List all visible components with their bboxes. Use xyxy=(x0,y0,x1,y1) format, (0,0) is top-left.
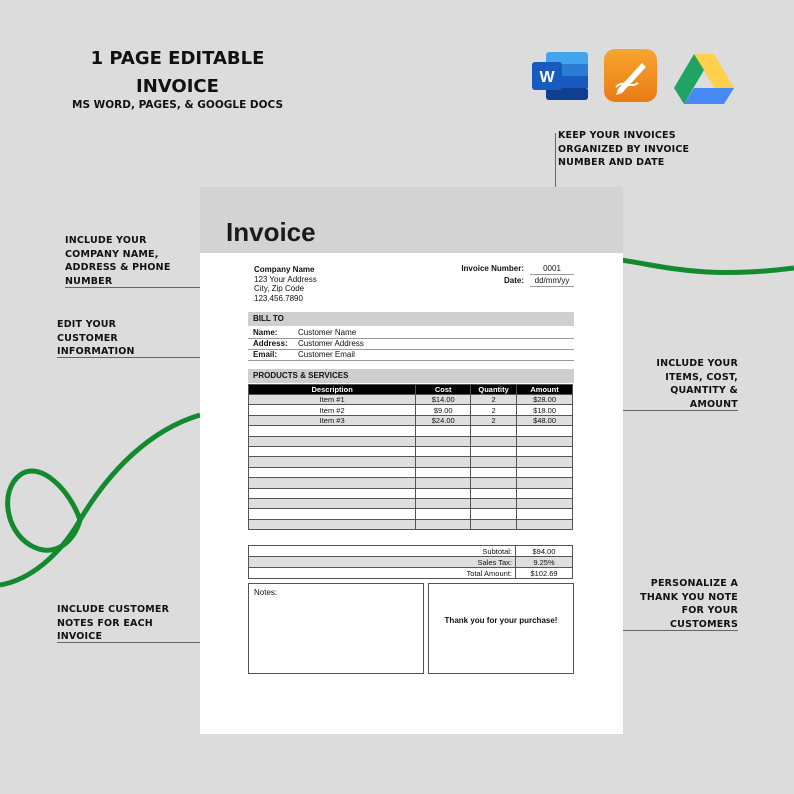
item-quantity[interactable] xyxy=(471,457,517,467)
bill-to-email-value[interactable]: Customer Email xyxy=(298,350,355,359)
table-row[interactable] xyxy=(249,446,573,456)
item-description[interactable]: Item #2 xyxy=(249,405,416,415)
items-table xyxy=(248,384,573,530)
item-quantity[interactable]: 2 xyxy=(471,415,517,425)
heading-line2: INVOICE xyxy=(136,76,219,97)
google-drive-icon xyxy=(674,54,734,106)
company-name: Company Name xyxy=(254,265,315,274)
table-row[interactable] xyxy=(249,478,573,488)
date-field[interactable]: dd/mm/yy xyxy=(530,276,574,287)
annotation-company: INCLUDE YOUR COMPANY NAME, ADDRESS & PHONE NUMBER xyxy=(65,235,171,287)
item-cost[interactable]: $24.00 xyxy=(416,415,471,425)
item-quantity[interactable] xyxy=(471,509,517,519)
item-amount[interactable] xyxy=(517,498,573,508)
pages-icon xyxy=(604,49,657,102)
item-description[interactable] xyxy=(249,478,416,488)
item-quantity[interactable] xyxy=(471,467,517,477)
bill-to-email-row[interactable] xyxy=(248,349,574,361)
item-description[interactable] xyxy=(249,426,416,436)
bill-to-name-label: Name: xyxy=(253,328,278,337)
heading-line1: 1 PAGE EDITABLE xyxy=(90,48,265,69)
item-cost[interactable]: $14.00 xyxy=(416,395,471,405)
col-amount: Amount xyxy=(517,385,573,395)
word-icon xyxy=(532,50,588,102)
table-row[interactable] xyxy=(249,467,573,477)
table-row[interactable] xyxy=(249,395,573,405)
item-amount[interactable] xyxy=(517,509,573,519)
annotation-items: INCLUDE YOUR ITEMS, COST, QUANTITY & AMOUNT xyxy=(656,358,738,410)
col-cost: Cost xyxy=(416,385,471,395)
item-amount[interactable] xyxy=(517,446,573,456)
item-description[interactable] xyxy=(249,488,416,498)
item-amount[interactable] xyxy=(517,488,573,498)
item-cost[interactable] xyxy=(416,509,471,519)
item-amount[interactable] xyxy=(517,457,573,467)
heading-subtitle: MS WORD, PAGES, & GOOGLE DOCS xyxy=(72,99,283,111)
total-label: Total Amount: xyxy=(466,569,512,578)
item-amount[interactable] xyxy=(517,478,573,488)
tax-row xyxy=(248,556,573,568)
table-row[interactable] xyxy=(249,405,573,415)
item-description[interactable] xyxy=(249,446,416,456)
decorative-curve-right xyxy=(620,240,794,300)
total-row xyxy=(248,567,573,579)
invoice-title: Invoice xyxy=(226,217,316,247)
item-cost[interactable] xyxy=(416,478,471,488)
item-cost[interactable] xyxy=(416,519,471,529)
decorative-curve-left xyxy=(0,410,205,590)
table-row[interactable] xyxy=(249,509,573,519)
item-description[interactable] xyxy=(249,498,416,508)
annotation-organize: KEEP YOUR INVOICES ORGANIZED BY INVOICE NUMBER AND DATE xyxy=(558,130,690,168)
table-row[interactable] xyxy=(249,498,573,508)
item-cost[interactable]: $9.00 xyxy=(416,405,471,415)
item-description[interactable] xyxy=(249,467,416,477)
table-row[interactable] xyxy=(249,488,573,498)
notes-label: Notes: xyxy=(254,588,278,597)
bill-to-email-label: Email: xyxy=(253,350,278,359)
table-row[interactable] xyxy=(249,457,573,467)
item-amount[interactable]: $48.00 xyxy=(517,415,573,425)
table-row[interactable] xyxy=(249,426,573,436)
item-description[interactable]: Item #3 xyxy=(249,415,416,425)
item-cost[interactable] xyxy=(416,436,471,446)
item-amount[interactable] xyxy=(517,426,573,436)
item-amount[interactable] xyxy=(517,436,573,446)
item-cost[interactable] xyxy=(416,498,471,508)
thank-you-text: Thank you for your purchase! xyxy=(444,616,558,625)
bill-to-address-label: Address: xyxy=(253,339,288,348)
company-city: City, Zip Code xyxy=(254,284,305,293)
item-quantity[interactable] xyxy=(471,436,517,446)
item-cost[interactable] xyxy=(416,467,471,477)
subtotal-value[interactable]: $94.00 xyxy=(515,546,572,556)
svg-text:W: W xyxy=(539,69,555,86)
item-cost[interactable] xyxy=(416,446,471,456)
item-cost[interactable] xyxy=(416,488,471,498)
item-quantity[interactable] xyxy=(471,426,517,436)
annotation-thanks: PERSONALIZE A THANK YOU NOTE FOR YOUR CUSTOMERS xyxy=(640,578,738,630)
subtotal-label: Subtotal: xyxy=(482,547,512,556)
total-value[interactable]: $102.69 xyxy=(515,568,572,578)
item-description[interactable]: Item #1 xyxy=(249,395,416,405)
company-phone: 123.456.7890 xyxy=(254,293,303,303)
tax-value[interactable]: 9.25% xyxy=(515,557,572,567)
table-row[interactable] xyxy=(249,519,573,529)
col-description: Description xyxy=(249,385,416,395)
item-amount[interactable]: $28.00 xyxy=(517,395,573,405)
item-cost[interactable] xyxy=(416,457,471,467)
item-description[interactable] xyxy=(249,436,416,446)
annotation-customer: EDIT YOUR CUSTOMER INFORMATION xyxy=(57,319,135,357)
table-row[interactable] xyxy=(249,436,573,446)
item-description[interactable] xyxy=(249,519,416,529)
bill-to-address-value[interactable]: Customer Address xyxy=(298,339,364,348)
table-row[interactable] xyxy=(249,415,573,425)
tax-label: Sales Tax: xyxy=(477,558,512,567)
col-quantity: Quantity xyxy=(471,385,517,395)
item-description[interactable] xyxy=(249,509,416,519)
company-info xyxy=(254,265,317,303)
invoice-number-label: Invoice Number: xyxy=(461,264,524,273)
date-label: Date: xyxy=(503,276,524,285)
company-address: 123 Your Address xyxy=(254,274,317,284)
thank-you-box[interactable] xyxy=(428,583,574,674)
item-quantity[interactable] xyxy=(471,478,517,488)
products-header: PRODUCTS & SERVICES xyxy=(248,369,574,383)
invoice-number-field[interactable]: 0001 xyxy=(530,264,574,275)
annotation-notes: INCLUDE CUSTOMER NOTES FOR EACH INVOICE xyxy=(57,604,170,642)
item-quantity[interactable] xyxy=(471,519,517,529)
item-quantity[interactable]: 2 xyxy=(471,395,517,405)
subtotal-row xyxy=(248,545,573,557)
invoice-header-band xyxy=(200,187,623,253)
notes-box[interactable] xyxy=(248,583,424,674)
item-amount[interactable]: $18.00 xyxy=(517,405,573,415)
item-quantity[interactable]: 2 xyxy=(471,405,517,415)
bill-to-name-value[interactable]: Customer Name xyxy=(298,328,357,337)
item-quantity[interactable] xyxy=(471,498,517,508)
item-cost[interactable] xyxy=(416,426,471,436)
item-quantity[interactable] xyxy=(471,446,517,456)
item-amount[interactable] xyxy=(517,519,573,529)
item-quantity[interactable] xyxy=(471,488,517,498)
items-body xyxy=(249,395,573,530)
item-amount[interactable] xyxy=(517,467,573,477)
bill-to-header: BILL TO xyxy=(248,312,574,326)
item-description[interactable] xyxy=(249,457,416,467)
